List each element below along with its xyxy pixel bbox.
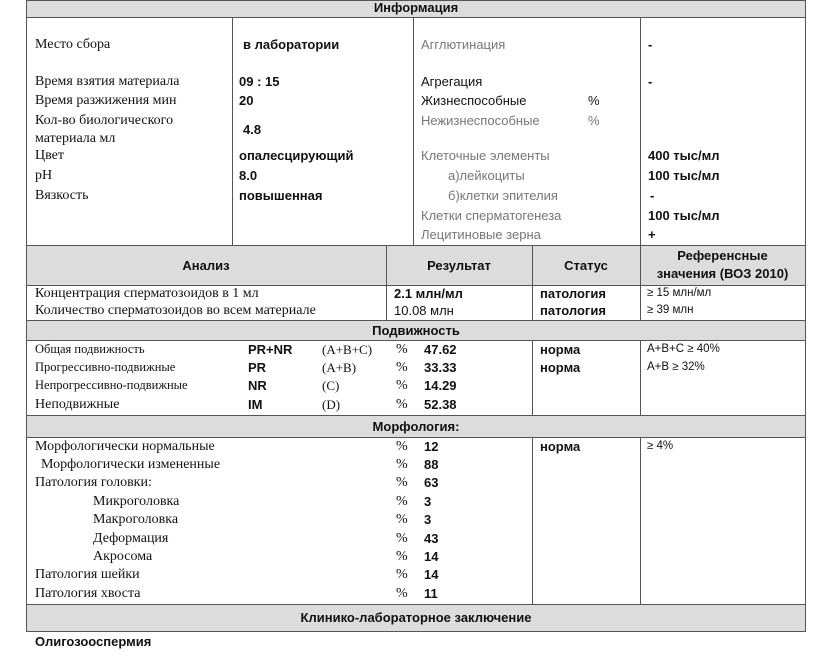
concentration-status: патология [540,286,606,301]
morphology-unit: % [396,586,408,601]
concentration-label: Количество сперматозоидов во всем материале [35,303,316,318]
motility-unit: % [396,397,408,412]
motility-code: PR [248,360,267,375]
morphology-unit: % [396,457,408,472]
morphology-value: 43 [424,531,439,546]
morphology-status: норма [540,439,581,454]
concentration-label: Концентрация сперматозоидов в 1 мл [35,286,259,301]
motility-value: 33.33 [424,360,457,375]
morphology-value: 63 [424,475,439,490]
info-label: Вязкость [35,188,89,203]
motility-value: 47.62 [424,342,457,357]
col-divider [640,437,641,604]
info-label: б)клетки эпителия [448,188,558,203]
morphology-label: Деформация [93,531,169,546]
divider [26,17,806,18]
morphology-unit: % [396,549,408,564]
conclusion-title: Клинико-лабораторное заключение [300,610,532,625]
info-value: - [648,37,653,52]
concentration-status: патология [540,303,606,318]
concentration-result: 10.08 млн [394,303,454,318]
morphology-label: Патология хвоста [35,586,141,601]
morphology-value: 12 [424,439,439,454]
info-value: в лаборатории [243,37,340,52]
motility-label: Неподвижные [35,397,120,412]
divider [26,437,806,438]
morphology-title: Морфология: [372,419,460,434]
morphology-label: Патология шейки [35,567,140,582]
info-label: Цвет [35,148,64,163]
info-value: - [648,74,653,89]
col-divider [232,17,233,245]
conclusion-text: Олигозооспермия [35,634,152,649]
col-header-status: Статус [564,258,608,273]
info-value: 8.0 [239,168,258,183]
morphology-unit: % [396,567,408,582]
info-value: 4.8 [243,122,262,137]
divider [26,604,806,605]
info-label: Клетки сперматогенеза [421,208,562,223]
motility-value: 14.29 [424,378,457,393]
col-header-result: Результат [427,258,491,273]
motility-status: норма [540,360,581,375]
col-header-reference: Референсные [677,248,768,263]
morphology-value: 11 [424,586,438,601]
divider [26,415,806,416]
motility-formula: (A+B) [322,360,357,375]
morphology-unit: % [396,475,408,490]
border-left [26,0,27,631]
col-divider [532,340,533,415]
motility-status: норма [540,342,581,357]
col-divider [532,245,533,320]
motility-formula: (D) [322,397,341,412]
info-label: Агрегация [421,74,483,89]
info-title: Информация [373,0,459,15]
info-unit: % [588,113,600,128]
col-header-analysis: Анализ [182,258,230,273]
col-divider [413,17,414,245]
motility-unit: % [396,378,408,393]
info-label: Жизнеспособные [421,93,527,108]
morphology-unit: % [396,531,408,546]
motility-code: PR+NR [248,342,293,357]
info-value: 100 тыс/мл [648,168,720,183]
concentration-result: 2.1 млн/мл [394,286,463,301]
info-label: Нежизнеспособные [421,113,540,128]
border-right [805,0,806,631]
morphology-reference: ≥ 4% [647,440,674,452]
col-divider [386,245,387,320]
morphology-label: Микроголовка [93,494,180,509]
info-label: а)лейкоциты [448,168,525,183]
info-label: Лецитиновые зерна [421,227,541,242]
info-label: Место сбора [35,37,111,52]
info-value: - [650,188,655,203]
morphology-label: Макроголовка [93,512,179,527]
col-divider [532,437,533,604]
info-unit: % [588,93,600,108]
info-value: 09 : 15 [239,74,280,89]
morphology-unit: % [396,512,408,527]
info-label: pH [35,168,53,183]
motility-title: Подвижность [372,323,460,338]
motility-formula: (A+B+C) [322,342,373,357]
info-value: повышенная [239,188,323,203]
morphology-value: 3 [424,512,432,527]
info-label: Кол-во биологического [35,113,174,128]
info-value: + [648,227,656,242]
info-value: 20 [239,93,254,108]
divider [26,631,806,632]
morphology-value: 14 [424,549,439,564]
info-value: опалесцирующий [239,148,354,163]
info-label: Агглютинация [421,37,506,52]
info-value: 400 тыс/мл [648,148,720,163]
motility-reference: A+B+C ≥ 40% [647,343,720,355]
morphology-unit: % [396,439,408,454]
concentration-reference: ≥ 15 млн/мл [647,287,712,299]
info-label: Клеточные элементы [421,148,550,163]
motility-label: Общая подвижность [35,342,145,356]
morphology-value: 88 [424,457,439,472]
col-divider [640,340,641,415]
info-label: материала мл [35,131,116,146]
concentration-reference: ≥ 39 млн [647,304,694,316]
morphology-unit: % [396,494,408,509]
morphology-label: Морфологически нормальные [35,439,215,454]
col-header-reference: значения (ВОЗ 2010) [656,266,789,281]
info-label: Время разжижения мин [35,93,177,108]
morphology-value: 3 [424,494,432,509]
divider [26,320,806,321]
divider [26,245,806,246]
info-label: Время взятия материала [35,74,180,89]
morphology-label: Акросома [93,549,153,564]
motility-value: 52.38 [424,397,457,412]
motility-label: Прогрессивно-подвижные [35,360,176,374]
motility-label: Непрогрессивно-подвижные [35,378,188,392]
motility-reference: A+B ≥ 32% [647,361,705,373]
motility-unit: % [396,360,408,375]
motility-code: IM [248,397,263,412]
info-value: 100 тыс/мл [648,208,720,223]
divider [26,340,806,341]
motility-code: NR [248,378,267,393]
motility-unit: % [396,342,408,357]
morphology-label: Морфологически измененные [41,457,221,472]
morphology-label: Патология головки: [35,475,152,490]
morphology-value: 14 [424,567,439,582]
motility-formula: (C) [322,378,340,393]
